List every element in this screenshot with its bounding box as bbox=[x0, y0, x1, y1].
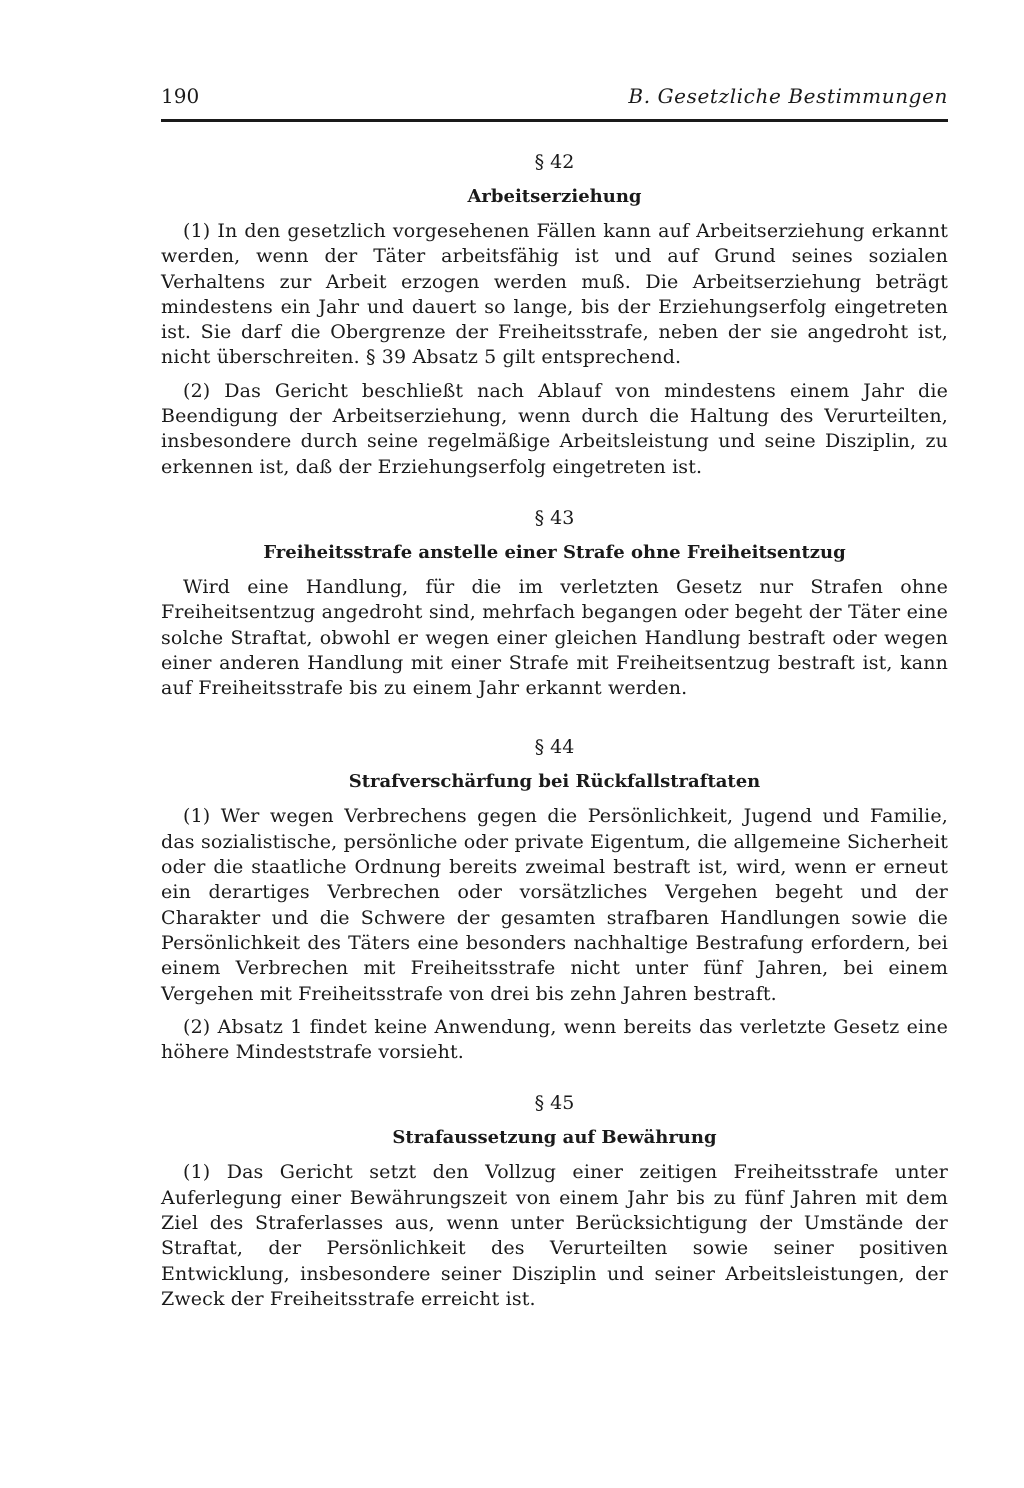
page-number: 190 bbox=[161, 84, 200, 108]
section-43 bbox=[161, 506, 948, 701]
section-42 bbox=[161, 150, 948, 480]
section-number: § 43 bbox=[534, 506, 575, 529]
paragraph: (1) Wer wegen Verbrechens gegen die Persönlichkeit, Jugend und Familie, das sozialistische, persönliche oder private Eigentum, die allgemeine Sicherheit oder die staatliche Ordnung bereits zweimal bestraft ist, wird, wenn er erneut ein derartiges Verbrechen oder vorsätzliches Vergehen begeht und der Charakter und die Schwere der gesamten strafbaren Handlungen sowie die Persönlichkeit des Täters eine besonders nachhaltige Bestrafung erfordern, bei einem Verbrechen mit Freiheitsstrafe nicht unter fünf Jahren, bei einem Vergehen mit Freiheitsstrafe von drei bis zehn Jahren bestraft. bbox=[161, 805, 948, 1005]
paragraph: Wird eine Handlung, für die im verletzten Gesetz nur Strafen ohne Freiheitsentzug angedroht sind, mehrfach begangen oder begeht der Täter eine solche Straftat, obwohl er wegen einer gleichen Handlung bestraft oder wegen einer anderen Handlung mit einer Strafe mit Freiheitsentzug bestraft ist, kann auf Freiheitsstrafe bis zu einem Jahr erkannt werden. bbox=[161, 575, 948, 700]
paragraph: (2) Das Gericht beschließt nach Ablauf von mindestens einem Jahr die Beendigung der Arbeitserziehung, wenn durch die Haltung des Verurteilten, insbesondere durch seine regelmäßige Arbeitsleistung und seine Disziplin, zu erkennen ist, daß der Erziehungserfolg eingetreten ist. bbox=[161, 379, 948, 478]
section-title: Freiheitsstrafe anstelle einer Strafe ohne Freiheitsentzug bbox=[263, 541, 846, 563]
section-title: Arbeitserziehung bbox=[467, 186, 642, 207]
section-44 bbox=[161, 735, 948, 1065]
section-title: Strafverschärfung bei Rückfallstraftaten bbox=[348, 771, 761, 793]
running-head: B. Gesetzliche Bestimmungen bbox=[628, 84, 948, 108]
paragraph: (2) Absatz 1 findet keine Anwendung, wenn bereits das verletzte Gesetz eine höhere Mindeststrafe vorsieht. bbox=[161, 1015, 948, 1064]
section-number: § 45 bbox=[534, 1092, 575, 1115]
paragraph: (1) In den gesetzlich vorgesehenen Fällen kann auf Arbeitserziehung erkannt werden, wenn der Täter arbeitsfähig ist und auf Grund seines sozialen Verhaltens zur Arbeit erzogen werden muß. Die Arbeitserziehung beträgt mindestens ein Jahr und dauert so lange, bis der Erziehungserfolg eingetreten ist. Sie darf die Obergrenze der Freiheitsstrafe, neben der sie angedroht ist, nicht überschreiten. § 39 Absatz 5 gilt entsprechend. bbox=[161, 220, 948, 369]
section-number: § 42 bbox=[534, 151, 575, 173]
section-45 bbox=[161, 1091, 948, 1312]
page-header bbox=[161, 84, 948, 114]
header-rule bbox=[161, 119, 948, 122]
section-title: Strafaussetzung auf Bewährung bbox=[392, 1127, 717, 1149]
paragraph: (1) Das Gericht setzt den Vollzug einer zeitigen Freiheitsstrafe unter Auferlegung einer Bewährungszeit von einem Jahr bis zu fünf Jahren mit dem Ziel des Straferlasses aus, wenn unter Berücksichtigung der Umstände der Straftat, der Persönlichkeit des Verurteilten sowie seiner positiven Entwicklung, insbesondere seiner Disziplin und seiner Arbeitsleistungen, der Zweck der Freiheitsstrafe erreicht ist. bbox=[161, 1161, 948, 1310]
page-body bbox=[161, 150, 948, 1320]
section-number: § 44 bbox=[534, 736, 575, 759]
